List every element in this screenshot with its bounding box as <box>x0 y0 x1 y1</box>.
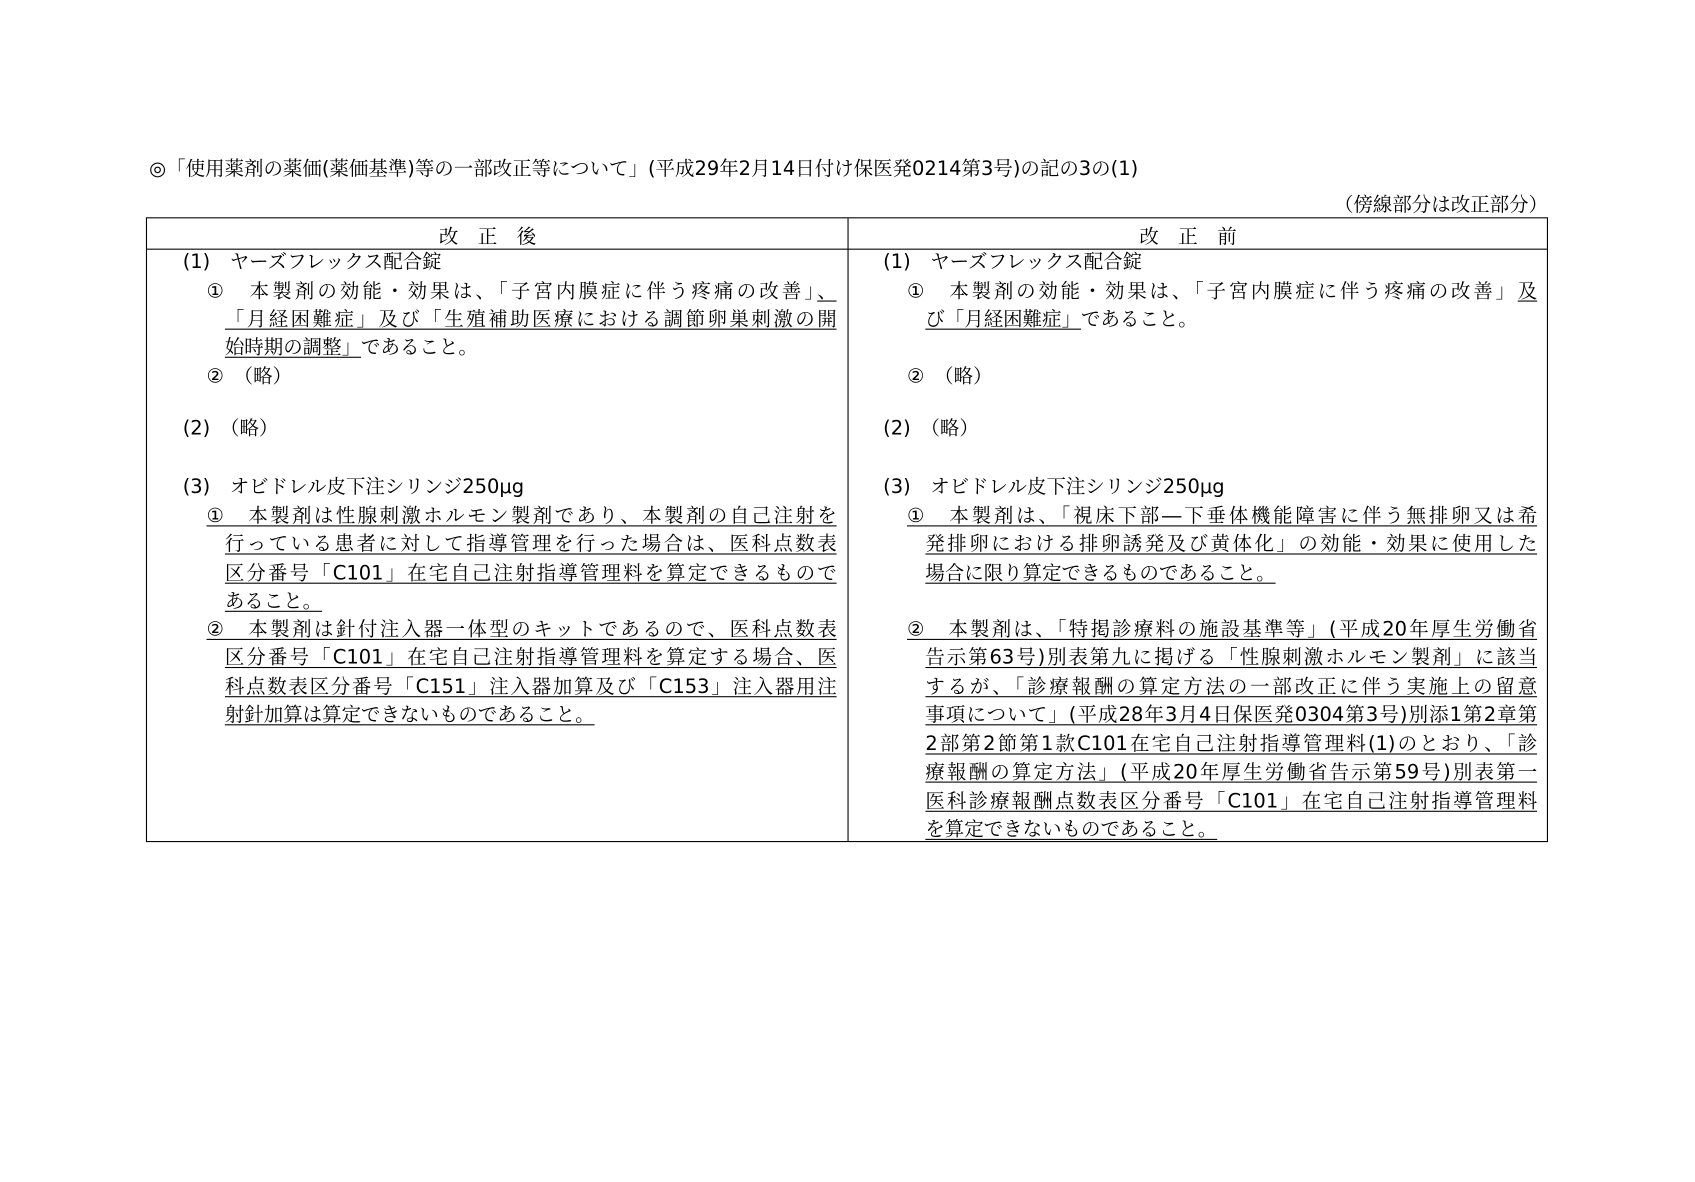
header-before-revision: 改正前 <box>1139 225 1257 249</box>
text-line <box>183 250 442 276</box>
text-line <box>925 789 1537 815</box>
text-line <box>883 416 979 442</box>
revised-text-segment: 射針加算は算定できないものであること。 <box>224 703 595 727</box>
text-line <box>183 416 279 442</box>
text-line <box>925 561 1275 587</box>
text-line <box>183 475 524 501</box>
text-line <box>925 732 1537 758</box>
text-line <box>225 703 595 729</box>
text-line <box>225 675 837 701</box>
revised-text-segment: 科点数表区分番号「C151」注入器加算及び「C153」注入器用注 <box>224 675 837 699</box>
revised-text-segment: 区分番号「C101」在宅自己注射指導管理料を算定できるもので <box>224 562 837 585</box>
text-line <box>925 703 1537 729</box>
text-segment: (1) ヤーズフレックス配合錠 <box>883 250 1143 274</box>
text-line <box>225 645 837 671</box>
revised-text-segment: 2部第2節第1款C101在宅自己注射指導管理料(1)のとおり、「診 <box>925 732 1538 756</box>
header-after-revision: 改正後 <box>438 225 556 249</box>
text-line <box>925 307 1197 333</box>
revised-text-segment: 「月経困難症」及び「生殖補助医療における調節卵巣刺激の開 <box>224 308 837 331</box>
text-segment: (2) （略） <box>182 417 279 440</box>
text-line <box>206 279 836 305</box>
revised-text-segment: 場合に限り算定できるものであること。 <box>925 562 1276 585</box>
revised-text-segment: ② 本製剤は針付注入器一体型のキットであるので、医科点数表 <box>206 618 837 642</box>
revised-text-segment: 発排卵における排卵誘発及び黄体化」の効能・効果に使用した <box>925 532 1538 556</box>
revised-text-segment: び「月経困難症」 <box>925 308 1081 331</box>
text-line <box>925 645 1537 671</box>
revised-text-segment: を算定できないものであること。 <box>925 818 1218 842</box>
text-line <box>206 364 292 390</box>
text-line <box>206 617 836 643</box>
revised-text-segment: ① 本製剤は性腺刺激ホルモン製剤であり、本製剤の自己注射を <box>206 504 837 528</box>
text-segment: であること。 <box>1081 308 1198 331</box>
text-segment: ① 本製剤の効能・効果は、「子宮内膜症に伴う疼痛の改善」 <box>206 279 818 303</box>
text-line <box>907 279 1537 305</box>
revised-text-segment: 区分番号「C101」在宅自己注射指導管理料を算定する場合、医 <box>224 646 837 670</box>
text-segment: (3) オビドレル皮下注シリンジ250μg <box>182 475 525 499</box>
revised-text-segment: 行っている患者に対して指導管理を行った場合は、医科点数表 <box>224 532 837 556</box>
text-line <box>907 504 1537 530</box>
text-segment: (2) （略） <box>883 417 979 440</box>
revised-text-segment: 始時期の調整」 <box>224 336 362 359</box>
revised-text-segment: するが、「診療報酬の算定方法の一部改正に伴う実施上の留意 <box>925 675 1538 699</box>
text-line <box>883 250 1142 276</box>
text-segment: (3) オビドレル皮下注シリンジ250μg <box>883 475 1225 499</box>
revised-text-segment: 療報酬の算定方法」(平成20年厚生労働省告示第59号)別表第一 <box>925 761 1538 784</box>
text-line <box>925 817 1217 843</box>
text-segment: (1) ヤーズフレックス配合錠 <box>182 250 442 274</box>
revised-text-segment: ① 本製剤は、「視床下部―下垂体機能障害に伴う無排卵又は希 <box>906 504 1538 528</box>
revised-text-segment: 及 <box>1517 279 1538 303</box>
revised-text-segment: 、 <box>817 279 837 303</box>
revised-text-segment: 医科診療報酬点数表区分番号「C101」在宅自己注射指導管理料 <box>925 790 1538 813</box>
revised-text-segment: 告示第63号)別表第九に掲げる「性腺刺激ホルモン製剤」に該当 <box>925 646 1538 670</box>
text-line <box>925 760 1537 786</box>
text-line <box>907 364 993 390</box>
revised-text-segment: 事項について」(平成28年3月4日保医発0304第3号)別添1第2章第 <box>925 703 1538 727</box>
comparison-table <box>146 217 1548 842</box>
text-line <box>925 675 1537 701</box>
text-line <box>225 335 478 361</box>
underline-note: （傍線部分は改正部分） <box>1333 193 1548 217</box>
text-segment: であること。 <box>361 336 478 359</box>
revised-text-segment: あること。 <box>224 590 323 613</box>
text-line <box>225 589 322 615</box>
text-line <box>907 617 1537 643</box>
document-title: ◎「使用薬剤の薬価(薬価基準)等の一部改正等について」(平成29年2月14日付け保医発0214第3号)の記の3の(1) <box>149 157 1139 181</box>
text-line <box>206 504 836 530</box>
text-segment: ① 本製剤の効能・効果は、「子宮内膜症に伴う疼痛の改善」 <box>906 279 1518 303</box>
text-line <box>225 307 837 333</box>
text-line <box>925 532 1537 558</box>
revised-text-segment: ② 本製剤は、「特掲診療料の施設基準等」(平成20年厚生労働省 <box>906 618 1538 642</box>
text-line <box>225 561 837 587</box>
text-segment: ② （略） <box>906 365 993 389</box>
text-line <box>225 532 837 558</box>
text-segment: ② （略） <box>206 365 293 389</box>
text-line <box>883 475 1224 501</box>
column-divider <box>848 218 849 841</box>
